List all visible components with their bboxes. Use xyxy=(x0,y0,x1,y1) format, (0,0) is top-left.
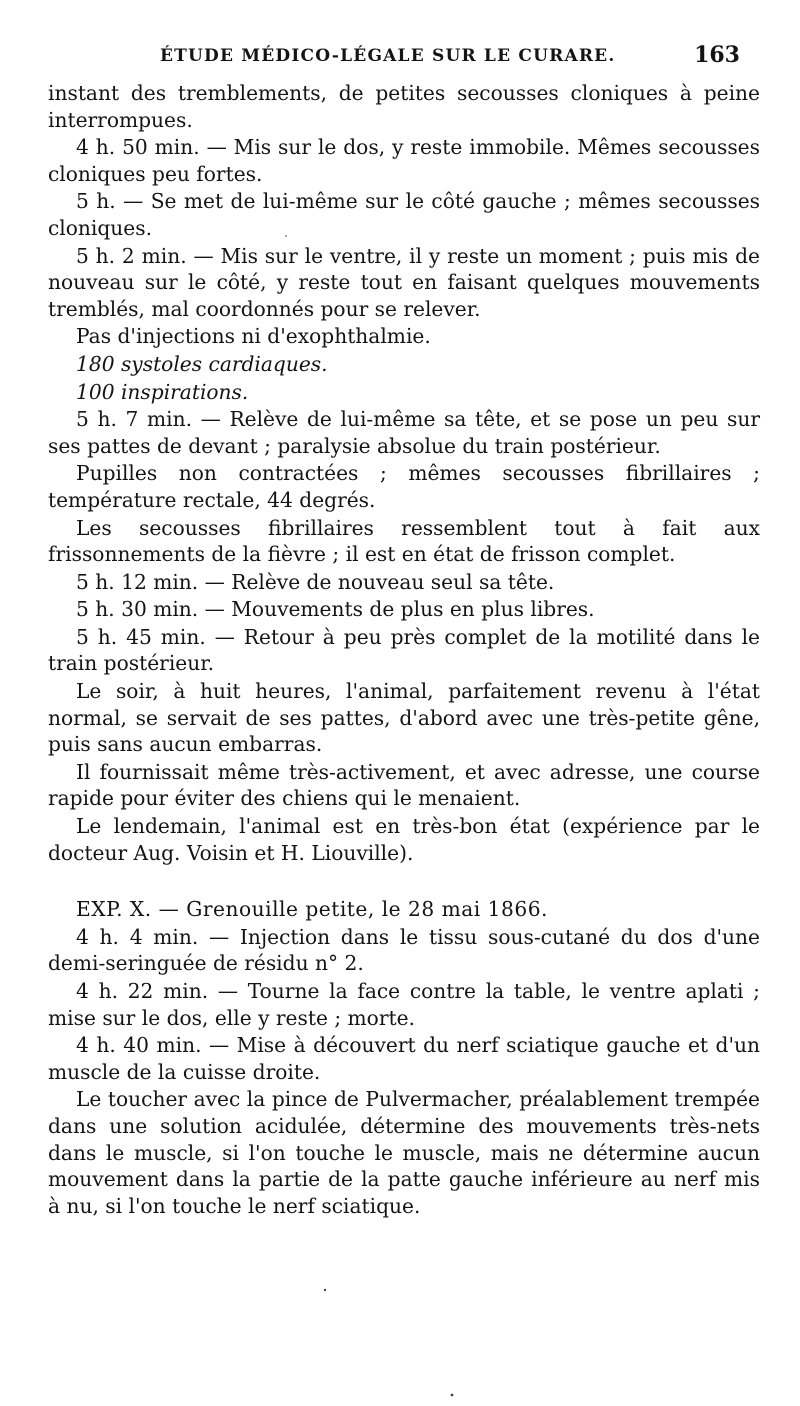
paragraph-pupilles: Pupilles non contractées ; mêmes secousses fibrillaires ; température rectale, 44 degrés. xyxy=(48,461,760,512)
page-header xyxy=(60,40,740,76)
speck-dot xyxy=(324,1289,326,1291)
paragraph-5h: 5 h. — Se met de lui-même sur le côté gauche ; mêmes secousses cloniques. xyxy=(48,189,760,240)
paragraph-5h12: 5 h. 12 min. — Relève de nouveau seul sa tête. xyxy=(76,569,555,594)
paragraph-5h45: 5 h. 45 min. — Retour à peu près complet de la motilité dans le train postérieur. xyxy=(48,624,760,676)
page-number: 163 xyxy=(694,42,740,68)
paragraph-le-soir: Le soir, à huit heures, l'animal, parfaitement revenu à l'état normal, se servait de ses pattes, d'abord avec une très-petite gêne, puis sans aucun embarras. xyxy=(48,679,760,757)
running-head: ÉTUDE MÉDICO-LÉGALE SUR LE CURARE. xyxy=(160,46,616,66)
paragraph-5h7: 5 h. 7 min. — Relève de lui-même sa tête, et se pose un peu sur ses pattes de devant ; paralysie absolue du train postérieur. xyxy=(48,407,760,458)
body-text xyxy=(48,80,760,1220)
paragraph-le-lendemain: Le lendemain, l'animal est en très-bon état (expérience par le docteur Aug. Voisin et H. Liouville). xyxy=(48,814,760,865)
experiment-heading: EXP. X. — Grenouille petite, le 28 mai 1866. xyxy=(76,897,548,922)
paragraph-5h30: 5 h. 30 min. — Mouvements de plus en plus libres. xyxy=(76,597,595,622)
paragraph-continuation: instant des tremblements, de petites secousses cloniques à peine interrompues. xyxy=(48,81,760,132)
paragraph-systoles: 180 systoles cardiaques. xyxy=(76,351,328,376)
paragraph-secousses: Les secousses fibrillaires ressemblent tout à fait aux frissonnements de la fièvre ; il est en état de frisson complet. xyxy=(48,515,760,567)
paragraph-le-toucher: Le toucher avec la pince de Pulvermacher, préalablement trempée dans une solution acidulée, détermine des mouvements très-nets dans le muscle, si l'on touche le muscle, mais ne détermine aucun mouvement dans la partie de la patte gauche inférieure au nerf mis à nu, si l'on touche le nerf sciatique. xyxy=(48,1087,760,1218)
paragraph-4h22: 4 h. 22 min. — Tourne la face contre la table, le ventre aplati ; mise sur le dos, elle y reste ; morte. xyxy=(48,979,760,1030)
speck-dot xyxy=(451,1394,454,1397)
paragraph-4h50: 4 h. 50 min. — Mis sur le dos, y reste immobile. Mêmes secousses cloniques peu fortes. xyxy=(48,135,760,186)
paragraph-il-fournissait: Il fournissait même très-activement, et avec adresse, une course rapide pour éviter des chiens qui le menaient. xyxy=(48,759,760,811)
paragraph-4h4: 4 h. 4 min. — Injection dans le tissu sous-cutané du dos d'une demi-seringuée de résidu n° 2. xyxy=(48,924,760,976)
paragraph-no-injections: Pas d'injections ni d'exophthalmie. xyxy=(76,324,431,349)
paragraph-4h40: 4 h. 40 min. — Mise à découvert du nerf sciatique gauche et d'un muscle de la cuisse droite. xyxy=(48,1033,760,1084)
paragraph-5h2: 5 h. 2 min. — Mis sur le ventre, il y reste un moment ; puis mis de nouveau sur le côté, y reste tout en faisant quelques mouvements tremblés, mal coordonnés pour se relever. xyxy=(48,243,760,321)
paragraph-inspirations: 100 inspirations. xyxy=(76,379,249,404)
